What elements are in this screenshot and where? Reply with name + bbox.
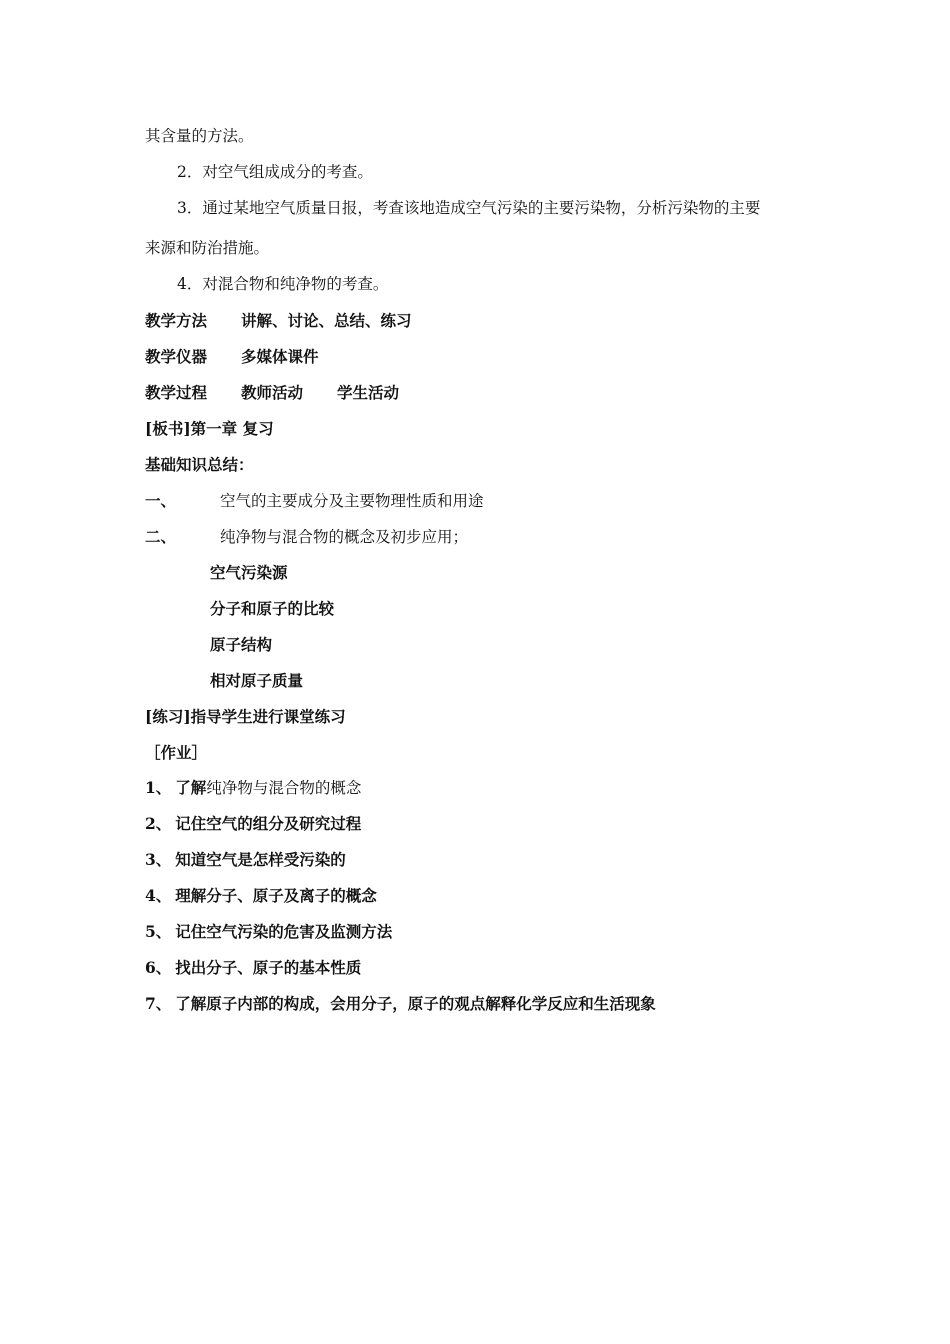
summary-point-1 — [145, 491, 484, 511]
summary-heading: 基础知识总结： — [145, 455, 254, 474]
homework-item-2-text: 记住空气的组分及研究过程 — [175, 814, 362, 833]
homework-item-1-bold: 了解 — [175, 778, 207, 797]
subpoint-3: 原子结构 — [210, 635, 273, 654]
summary-point-2 — [145, 527, 468, 547]
subpoint-4: 相对原子质量 — [210, 671, 304, 690]
homework-item-6-text: 找出分子、原子的基本性质 — [175, 958, 362, 977]
student-activity-label: 学生活动 — [337, 383, 400, 402]
teaching-method-label: 教学方法 — [145, 311, 208, 330]
homework-item-7 — [145, 994, 656, 1014]
homework-item-5-num: 5、 — [145, 922, 172, 941]
homework-item-1-num: 1、 — [145, 778, 172, 797]
intro-item-2: 2．对空气组成成分的考查。 — [177, 163, 373, 181]
summary-point-2-num: 二、 — [145, 527, 177, 546]
homework-item-4-num: 4、 — [145, 886, 172, 905]
homework-item-1 — [145, 778, 361, 798]
teaching-method-value: 讲解、讨论、总结、练习 — [241, 311, 412, 330]
homework-item-3 — [145, 850, 346, 870]
teaching-process-label: 教学过程 — [145, 383, 208, 402]
practice-line: [练习]指导学生进行课堂练习 — [145, 707, 346, 726]
intro-item-4: 4．对混合物和纯净物的考查。 — [177, 275, 389, 293]
subpoint-2: 分子和原子的比较 — [210, 599, 335, 618]
intro-line-1: 其含量的方法。 — [145, 127, 254, 145]
homework-item-5 — [145, 922, 392, 942]
summary-point-1-text: 空气的主要成分及主要物理性质和用途 — [220, 492, 484, 510]
subpoint-1: 空气污染源 — [210, 563, 288, 582]
teaching-tools-value: 多媒体课件 — [241, 347, 319, 366]
teaching-tools-row — [145, 347, 319, 367]
board-title: [板书]第一章 复习 — [145, 419, 274, 438]
homework-item-6 — [145, 958, 361, 978]
teaching-method-row — [145, 311, 412, 331]
homework-item-3-num: 3、 — [145, 850, 172, 869]
homework-item-6-num: 6、 — [145, 958, 172, 977]
homework-item-2-num: 2、 — [145, 814, 172, 833]
teacher-activity-label: 教师活动 — [241, 383, 304, 402]
homework-item-2 — [145, 814, 361, 834]
homework-item-7-text: 了解原子内部的构成，会用分子，原子的观点解释化学反应和生活现象 — [175, 994, 656, 1013]
teaching-process-row — [145, 383, 399, 403]
homework-item-7-num: 7、 — [145, 994, 172, 1013]
homework-item-4 — [145, 886, 377, 906]
summary-point-1-num: 一、 — [145, 491, 177, 510]
homework-item-3-text: 知道空气是怎样受污染的 — [175, 850, 346, 869]
intro-item-3-line-a: 3．通过某地空气质量日报，考查该地造成空气污染的主要污染物，分析污染物的主要 — [177, 199, 761, 217]
intro-item-3-line-b: 来源和防治措施。 — [145, 239, 270, 257]
homework-heading: ［作业］ — [145, 743, 208, 762]
homework-item-1-rest: 纯净物与混合物的概念 — [206, 779, 362, 797]
summary-point-2-text: 纯净物与混合物的概念及初步应用； — [220, 528, 469, 546]
homework-item-5-text: 记住空气污染的危害及监测方法 — [175, 922, 393, 941]
homework-item-4-text: 理解分子、原子及离子的概念 — [175, 886, 377, 905]
teaching-tools-label: 教学仪器 — [145, 347, 208, 366]
